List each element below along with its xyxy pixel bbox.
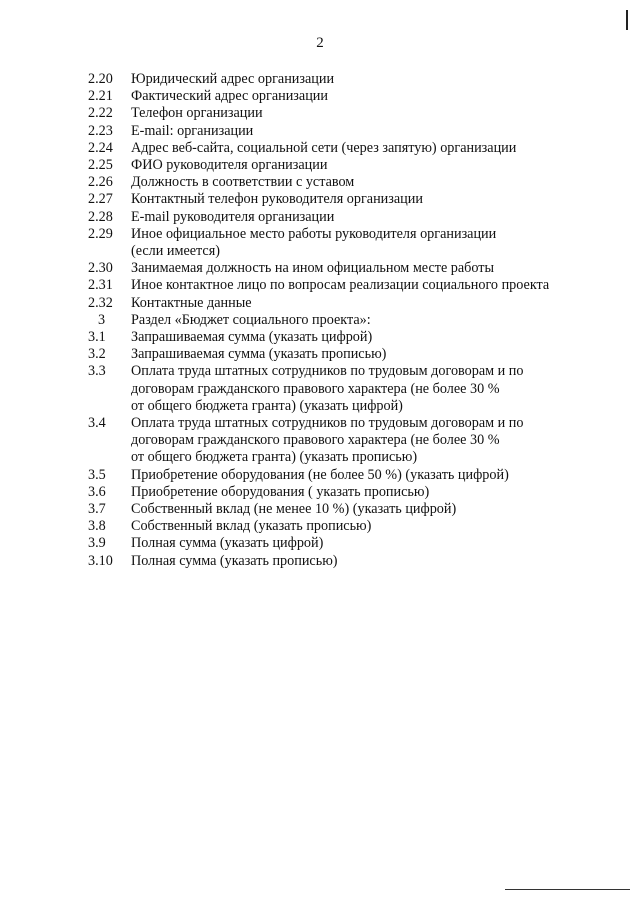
bottom-rule (505, 889, 630, 890)
item-number: 2.25 (88, 157, 113, 174)
item-number: 2.24 (88, 139, 113, 156)
item-number: 2.30 (88, 260, 113, 277)
item-text (131, 191, 621, 208)
item-text-line: Приобретение оборудования ( указать прописью) (131, 483, 430, 500)
item-text-line: Раздел «Бюджет социального проекта»: (131, 311, 371, 328)
list-item (0, 467, 640, 484)
item-text (131, 363, 621, 415)
item-text (131, 415, 621, 467)
item-text-line: ФИО руководителя организации (131, 157, 328, 174)
item-text-line: Оплата труда штатных сотрудников по трудовым договорам и по (131, 415, 524, 432)
item-text-line: Запрашиваемая сумма (указать цифрой) (131, 329, 373, 346)
item-text (131, 467, 621, 484)
scan-edge-mark (626, 10, 628, 30)
list-item (0, 535, 640, 552)
item-text (131, 209, 621, 226)
item-text-line: Запрашиваемая сумма (указать прописью) (131, 346, 387, 363)
item-text (131, 157, 621, 174)
item-number: 2.21 (88, 88, 113, 105)
list-item (0, 88, 640, 105)
form-field-list (0, 71, 640, 570)
item-text-line: (если имеется) (131, 243, 220, 260)
list-item (0, 260, 640, 277)
list-item (0, 140, 640, 157)
item-text (131, 88, 621, 105)
item-number: 2.22 (88, 105, 113, 122)
item-text-line: Юридический адрес организации (131, 71, 335, 87)
item-text (131, 535, 621, 552)
list-item (0, 295, 640, 312)
item-text-line: Полная сумма (указать цифрой) (131, 535, 324, 552)
item-text (131, 553, 621, 570)
item-text (131, 346, 621, 363)
item-text-line: Контактный телефон руководителя организации (131, 191, 423, 208)
list-item (0, 484, 640, 501)
item-number: 3.6 (88, 483, 106, 500)
list-item (0, 501, 640, 518)
list-item (0, 277, 640, 294)
item-number: 3.8 (88, 518, 106, 535)
list-item (0, 157, 640, 174)
list-item (0, 415, 640, 467)
list-item (0, 312, 640, 329)
item-text-line: E-mail руководителя организации (131, 208, 335, 225)
item-text-line: Фактический адрес организации (131, 88, 328, 105)
item-text-line: договорам гражданского правового характера (не более 30 % (131, 432, 500, 449)
item-text-line: Иное контактное лицо по вопросам реализации социального проекта (131, 277, 550, 294)
item-text (131, 140, 621, 157)
item-text-line: договорам гражданского правового характера (не более 30 % (131, 380, 500, 397)
item-number: 3 (98, 311, 106, 328)
item-text-line: Адрес веб-сайта, социальной сети (через запятую) организации (131, 139, 517, 156)
item-text-line: Телефон организации (131, 105, 263, 122)
item-number: 2.32 (88, 294, 113, 311)
item-number: 2.28 (88, 208, 113, 225)
list-item (0, 209, 640, 226)
item-text-line: Должность в соответствии с уставом (131, 174, 355, 191)
item-text (131, 312, 621, 329)
item-text-line: Иное официальное место работы руководителя организации (131, 225, 497, 242)
list-item (0, 71, 640, 88)
item-text (131, 226, 621, 260)
list-item (0, 174, 640, 191)
list-item (0, 105, 640, 122)
item-text-line: Оплата труда штатных сотрудников по трудовым договорам и по (131, 363, 524, 380)
item-text-line: Занимаемая должность на ином официальном месте работы (131, 260, 495, 277)
item-text (131, 277, 621, 294)
item-number: 2.23 (88, 122, 113, 139)
item-number: 3.3 (88, 363, 106, 380)
list-item (0, 553, 640, 570)
item-number: 2.26 (88, 174, 113, 191)
item-number: 2.29 (88, 225, 113, 242)
list-item (0, 123, 640, 140)
item-text-line: от общего бюджета гранта) (указать цифрой) (131, 397, 403, 414)
item-number: 3.2 (88, 346, 106, 363)
item-number: 2.27 (88, 191, 113, 208)
item-text (131, 329, 621, 346)
item-number: 2.31 (88, 277, 113, 294)
item-number: 3.9 (88, 535, 106, 552)
list-item (0, 363, 640, 415)
page-number: 2 (316, 35, 324, 51)
item-text-line: Полная сумма (указать прописью) (131, 552, 338, 569)
item-text (131, 260, 621, 277)
item-text-line: Контактные данные (131, 294, 252, 311)
list-item (0, 191, 640, 208)
item-text (131, 501, 621, 518)
item-text (131, 295, 621, 312)
item-number: 2.20 (88, 71, 113, 87)
item-number: 3.10 (88, 552, 113, 569)
item-number: 3.5 (88, 466, 106, 483)
item-text (131, 174, 621, 191)
item-text (131, 123, 621, 140)
item-number: 3.4 (88, 415, 106, 432)
item-number: 3.7 (88, 501, 106, 518)
list-item (0, 346, 640, 363)
item-text-line: от общего бюджета гранта) (указать прописью) (131, 449, 418, 466)
item-text-line: E-mail: организации (131, 122, 254, 139)
item-text (131, 105, 621, 122)
item-text (131, 518, 621, 535)
item-text-line: Приобретение оборудования (не более 50 %) (указать цифрой) (131, 466, 509, 483)
list-item (0, 226, 640, 260)
item-number: 3.1 (88, 329, 106, 346)
item-text-line: Собственный вклад (не менее 10 %) (указать цифрой) (131, 501, 457, 518)
item-text (131, 484, 621, 501)
list-item (0, 518, 640, 535)
list-item (0, 329, 640, 346)
item-text-line: Собственный вклад (указать прописью) (131, 518, 372, 535)
item-text (131, 71, 621, 88)
